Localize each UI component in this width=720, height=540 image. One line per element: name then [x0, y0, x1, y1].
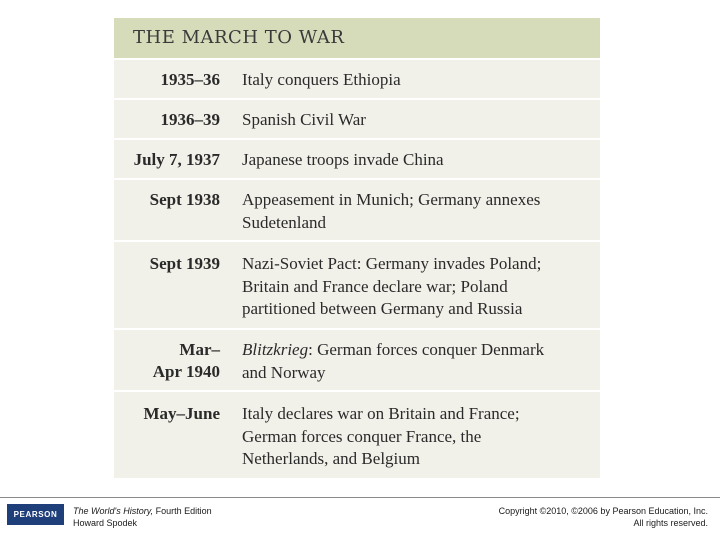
table-header — [114, 18, 600, 58]
book-credit — [73, 506, 212, 529]
row-date: 1936–39 — [160, 110, 220, 129]
row-date: Sept 1939 — [149, 254, 220, 273]
row-event-line — [242, 339, 592, 362]
table-row — [114, 178, 600, 242]
row-date: Sept 1938 — [149, 190, 220, 209]
row-date-line: Mar– — [179, 340, 220, 359]
row-event-line: Netherlands, and Belgium — [242, 449, 420, 468]
footer-divider — [0, 497, 720, 498]
copyright-notice — [499, 506, 708, 529]
table-row — [114, 98, 600, 140]
row-date — [114, 339, 220, 383]
row-event-line: German forces conquer France, the — [242, 426, 482, 446]
book-title-line — [73, 506, 212, 518]
table-row — [114, 138, 600, 180]
timeline-table — [114, 18, 600, 478]
pearson-logo: PEARSON — [7, 504, 64, 525]
table-title: THE MARCH TO WAR — [133, 27, 345, 48]
row-event — [242, 189, 592, 234]
row-date-line: Apr 1940 — [152, 362, 220, 381]
book-author: Howard Spodek — [73, 517, 138, 528]
table-row — [114, 390, 600, 480]
row-event-line: Britain and France declare war; Poland — [242, 276, 508, 296]
row-event-line: and Norway — [242, 362, 326, 382]
row-date: 1935–36 — [160, 70, 220, 89]
row-event-line: Appeasement in Munich; Germany annexes — [242, 190, 541, 209]
rights-text: All rights reserved. — [633, 517, 708, 528]
row-event-line: Sudetenland — [242, 212, 327, 232]
row-event-line: Nazi-Soviet Pact: Germany invades Poland; — [242, 254, 542, 273]
copyright-text: Copyright ©2010, ©2006 by Pearson Education, Inc. — [498, 506, 708, 516]
row-date: July 7, 1937 — [133, 150, 220, 169]
blitzkrieg-term: Blitzkrieg — [242, 340, 309, 359]
row-event — [242, 253, 592, 321]
book-title: The World's History, — [73, 506, 154, 516]
row-event: Italy conquers Ethiopia — [242, 70, 401, 89]
row-event-line: partitioned between Germany and Russia — [242, 299, 523, 318]
row-event-text: : German forces conquer Denmark — [308, 340, 545, 359]
row-event — [242, 339, 592, 384]
table-row — [114, 328, 600, 392]
table-row — [114, 58, 600, 100]
row-date: May–June — [143, 404, 220, 423]
row-event — [242, 403, 592, 471]
row-event: Japanese troops invade China — [242, 150, 444, 169]
table-row — [114, 240, 600, 330]
book-edition: Fourth Edition — [153, 506, 212, 516]
row-event: Spanish Civil War — [242, 110, 366, 129]
row-event-line: Italy declares war on Britain and France; — [242, 404, 520, 423]
